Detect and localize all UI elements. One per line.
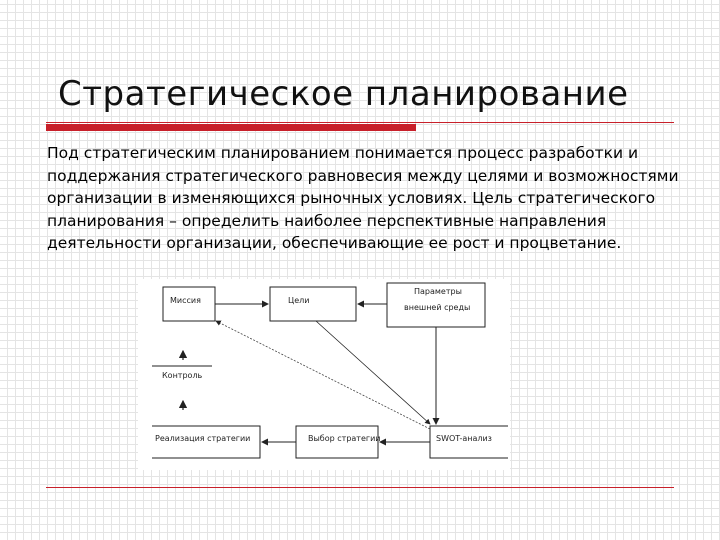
title-rule-thin — [46, 122, 674, 123]
implementation-label: Реализация стратегии — [155, 434, 251, 443]
title-rule-thick — [46, 124, 416, 131]
goals-to-swot-arrow — [316, 321, 430, 424]
strategy-diagram — [138, 279, 510, 470]
swot-label: SWOT-анализ — [436, 434, 492, 443]
body-text: Под стратегическим планированием понимается процесс разработки и поддержания стратегического равновесия между целями и возможностями организации в изменяющихся рыночных условиях. Цель стратегического планирования – определить наиболее перспективные направления деятельности организации, обеспечивающие ее рост и процветание. — [47, 144, 679, 252]
control-label: Контроль — [162, 371, 203, 380]
goals-box — [270, 287, 356, 321]
bottom-rule — [46, 487, 674, 488]
mission-label: Миссия — [170, 296, 201, 305]
environment-label-line2: внешней среды — [404, 303, 471, 312]
environment-label-line1: Параметры — [414, 287, 462, 296]
swot-to-mission-arrow — [216, 321, 430, 429]
choice-label: Выбор стратегии — [308, 434, 381, 443]
goals-label: Цели — [288, 296, 310, 305]
slide-title: Стратегическое планирование — [58, 74, 629, 114]
